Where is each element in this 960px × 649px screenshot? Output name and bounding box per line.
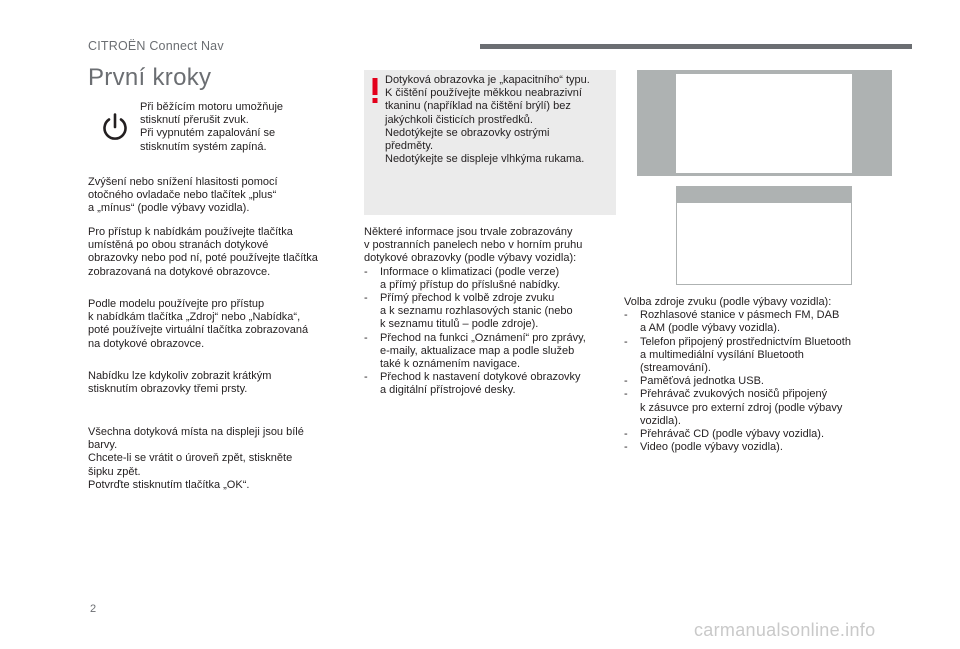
list-item	[364, 371, 616, 397]
text-line: stisknutím systém zapíná.	[140, 140, 267, 153]
display-top-bar	[677, 187, 851, 203]
text-line: - Rozhlasové stanice v pásmech FM, DAB	[640, 309, 840, 322]
power-icon	[99, 111, 131, 143]
text-line: k nabídkám tlačítka „Zdroj“ nebo „Nabídka“,	[88, 311, 301, 324]
volume-paragraph	[88, 176, 278, 216]
text-line: - Přechod na funkci „Oznámení“ pro zprávy,	[380, 331, 586, 344]
text-line: Nedotýkejte se obrazovky ostrými	[385, 126, 550, 139]
text-line: Chcete-li se vrátit o úroveň zpět, stiskněte	[88, 452, 293, 465]
text-line: v postranních panelech nebo v horním pruhu	[364, 239, 583, 252]
text-line: Volba zdroje zvuku (podle výbavy vozidla):	[624, 296, 832, 308]
instrument-display-illustration	[676, 186, 852, 285]
text-line: Při vypnutém zapalování se	[140, 127, 276, 140]
warning-text	[385, 74, 590, 166]
text-line: Nedotýkejte se displeje vlhkýma rukama.	[385, 153, 585, 166]
three-finger-paragraph	[88, 370, 271, 396]
page-number: 2	[90, 603, 97, 615]
text-line: zobrazovaná na dotykové obrazovce.	[88, 265, 271, 278]
text-line: - Přímý přechod k volbě zdroje zvuku	[380, 292, 555, 305]
list-item	[624, 309, 912, 335]
text-line: vozidla).	[640, 414, 681, 427]
text-line: - Přehrávač CD (podle výbavy vozidla).	[640, 428, 825, 441]
watermark: carmanualsonline.info	[694, 620, 876, 640]
manual-header-title: CITROËN Connect Nav	[88, 39, 224, 53]
text-line: stisknutím obrazovky třemi prsty.	[88, 383, 248, 396]
text-line: obrazovky nebo pod ní, poté používejte tlačítka	[88, 252, 318, 265]
touchscreen-illustration	[637, 70, 892, 176]
text-line: K čištění používejte měkkou neabrazivní	[385, 87, 582, 100]
text-line: a digitální přístrojové desky.	[380, 384, 516, 397]
text-line: Pro přístup k nabídkám používejte tlačítka	[88, 226, 293, 238]
text-line: tkaninu (například na čištění brýlí) bez	[385, 100, 571, 113]
text-line: a multimediální vysílání Bluetooth	[640, 348, 804, 361]
warning-icon	[370, 78, 380, 104]
touch-paragraph	[88, 426, 304, 492]
text-line: umístěná po obou stranách dotykové	[88, 239, 269, 252]
text-line: e-maily, aktualizace map a podle služeb	[380, 344, 575, 357]
list-item	[624, 441, 912, 454]
text-line: - Telefon připojený prostřednictvím Bluetooth	[640, 335, 851, 348]
page-title: První kroky	[88, 64, 212, 91]
info-list	[364, 266, 616, 398]
text-line: Potvrďte stisknutím tlačítka „OK“.	[88, 478, 250, 491]
text-line: stisknutí přerušit zvuk.	[140, 114, 249, 127]
info-paragraph	[364, 226, 616, 398]
menus-paragraph	[88, 226, 318, 279]
text-line: a k seznamu rozhlasových stanic (nebo	[380, 305, 573, 318]
text-line: otočného ovladače nebo tlačítek „plus“	[88, 189, 277, 202]
model-paragraph	[88, 298, 308, 351]
list-item	[364, 292, 616, 332]
list-item	[624, 375, 912, 388]
text-line: - Informace o klimatizaci (podle verze)	[380, 265, 560, 278]
text-line: také k oznámením navigace.	[380, 358, 521, 371]
text-line: dotykové obrazovky (podle výbavy vozidla):	[364, 252, 577, 265]
list-item	[364, 266, 616, 292]
text-line: k zásuvce pro externí zdroj (podle výbavy	[640, 401, 843, 414]
text-line: - Video (podle výbavy vozidla).	[640, 441, 783, 454]
text-line: Některé informace jsou trvale zobrazovány	[364, 226, 573, 238]
text-line: Všechna dotyková místa na displeji jsou bílé	[88, 426, 304, 438]
text-line: jakýchkoli čisticích prostředků.	[385, 113, 533, 126]
text-line: a „mínus“ (podle výbavy vozidla).	[88, 202, 250, 215]
list-item	[624, 428, 912, 441]
list-item	[364, 332, 616, 372]
text-line: - Přehrávač zvukových nosičů připojený	[640, 388, 828, 401]
text-line: a AM (podle výbavy vozidla).	[640, 322, 781, 335]
list-item	[624, 336, 912, 376]
text-line: na dotykové obrazovce.	[88, 337, 205, 350]
text-line: poté používejte virtuální tlačítka zobrazovaná	[88, 324, 309, 337]
source-paragraph	[624, 296, 912, 454]
text-line: předměty.	[385, 140, 434, 153]
text-line: Při běžícím motoru umožňuje	[140, 101, 284, 113]
power-text	[140, 101, 283, 154]
screen-display-area	[676, 74, 852, 173]
text-line: Podle modelu používejte pro přístup	[88, 298, 265, 310]
text-line: Zvýšení nebo snížení hlasitosti pomocí	[88, 176, 278, 188]
text-line: - Paměťová jednotka USB.	[640, 375, 764, 388]
text-line: barvy.	[88, 439, 118, 452]
text-line: Dotyková obrazovka je „kapacitního“ typu.	[385, 74, 590, 86]
text-line: (streamování).	[640, 362, 711, 375]
text-line: a přímý přístup do příslušné nabídky.	[380, 278, 561, 291]
text-line: - Přechod k nastavení dotykové obrazovky	[380, 371, 581, 384]
list-item	[624, 388, 912, 428]
text-line: šipku zpět.	[88, 465, 141, 478]
header-bar	[480, 44, 912, 49]
text-line: k seznamu titulů – podle zdroje).	[380, 318, 539, 331]
text-line: Nabídku lze kdykoliv zobrazit krátkým	[88, 370, 272, 382]
source-list	[624, 309, 912, 454]
